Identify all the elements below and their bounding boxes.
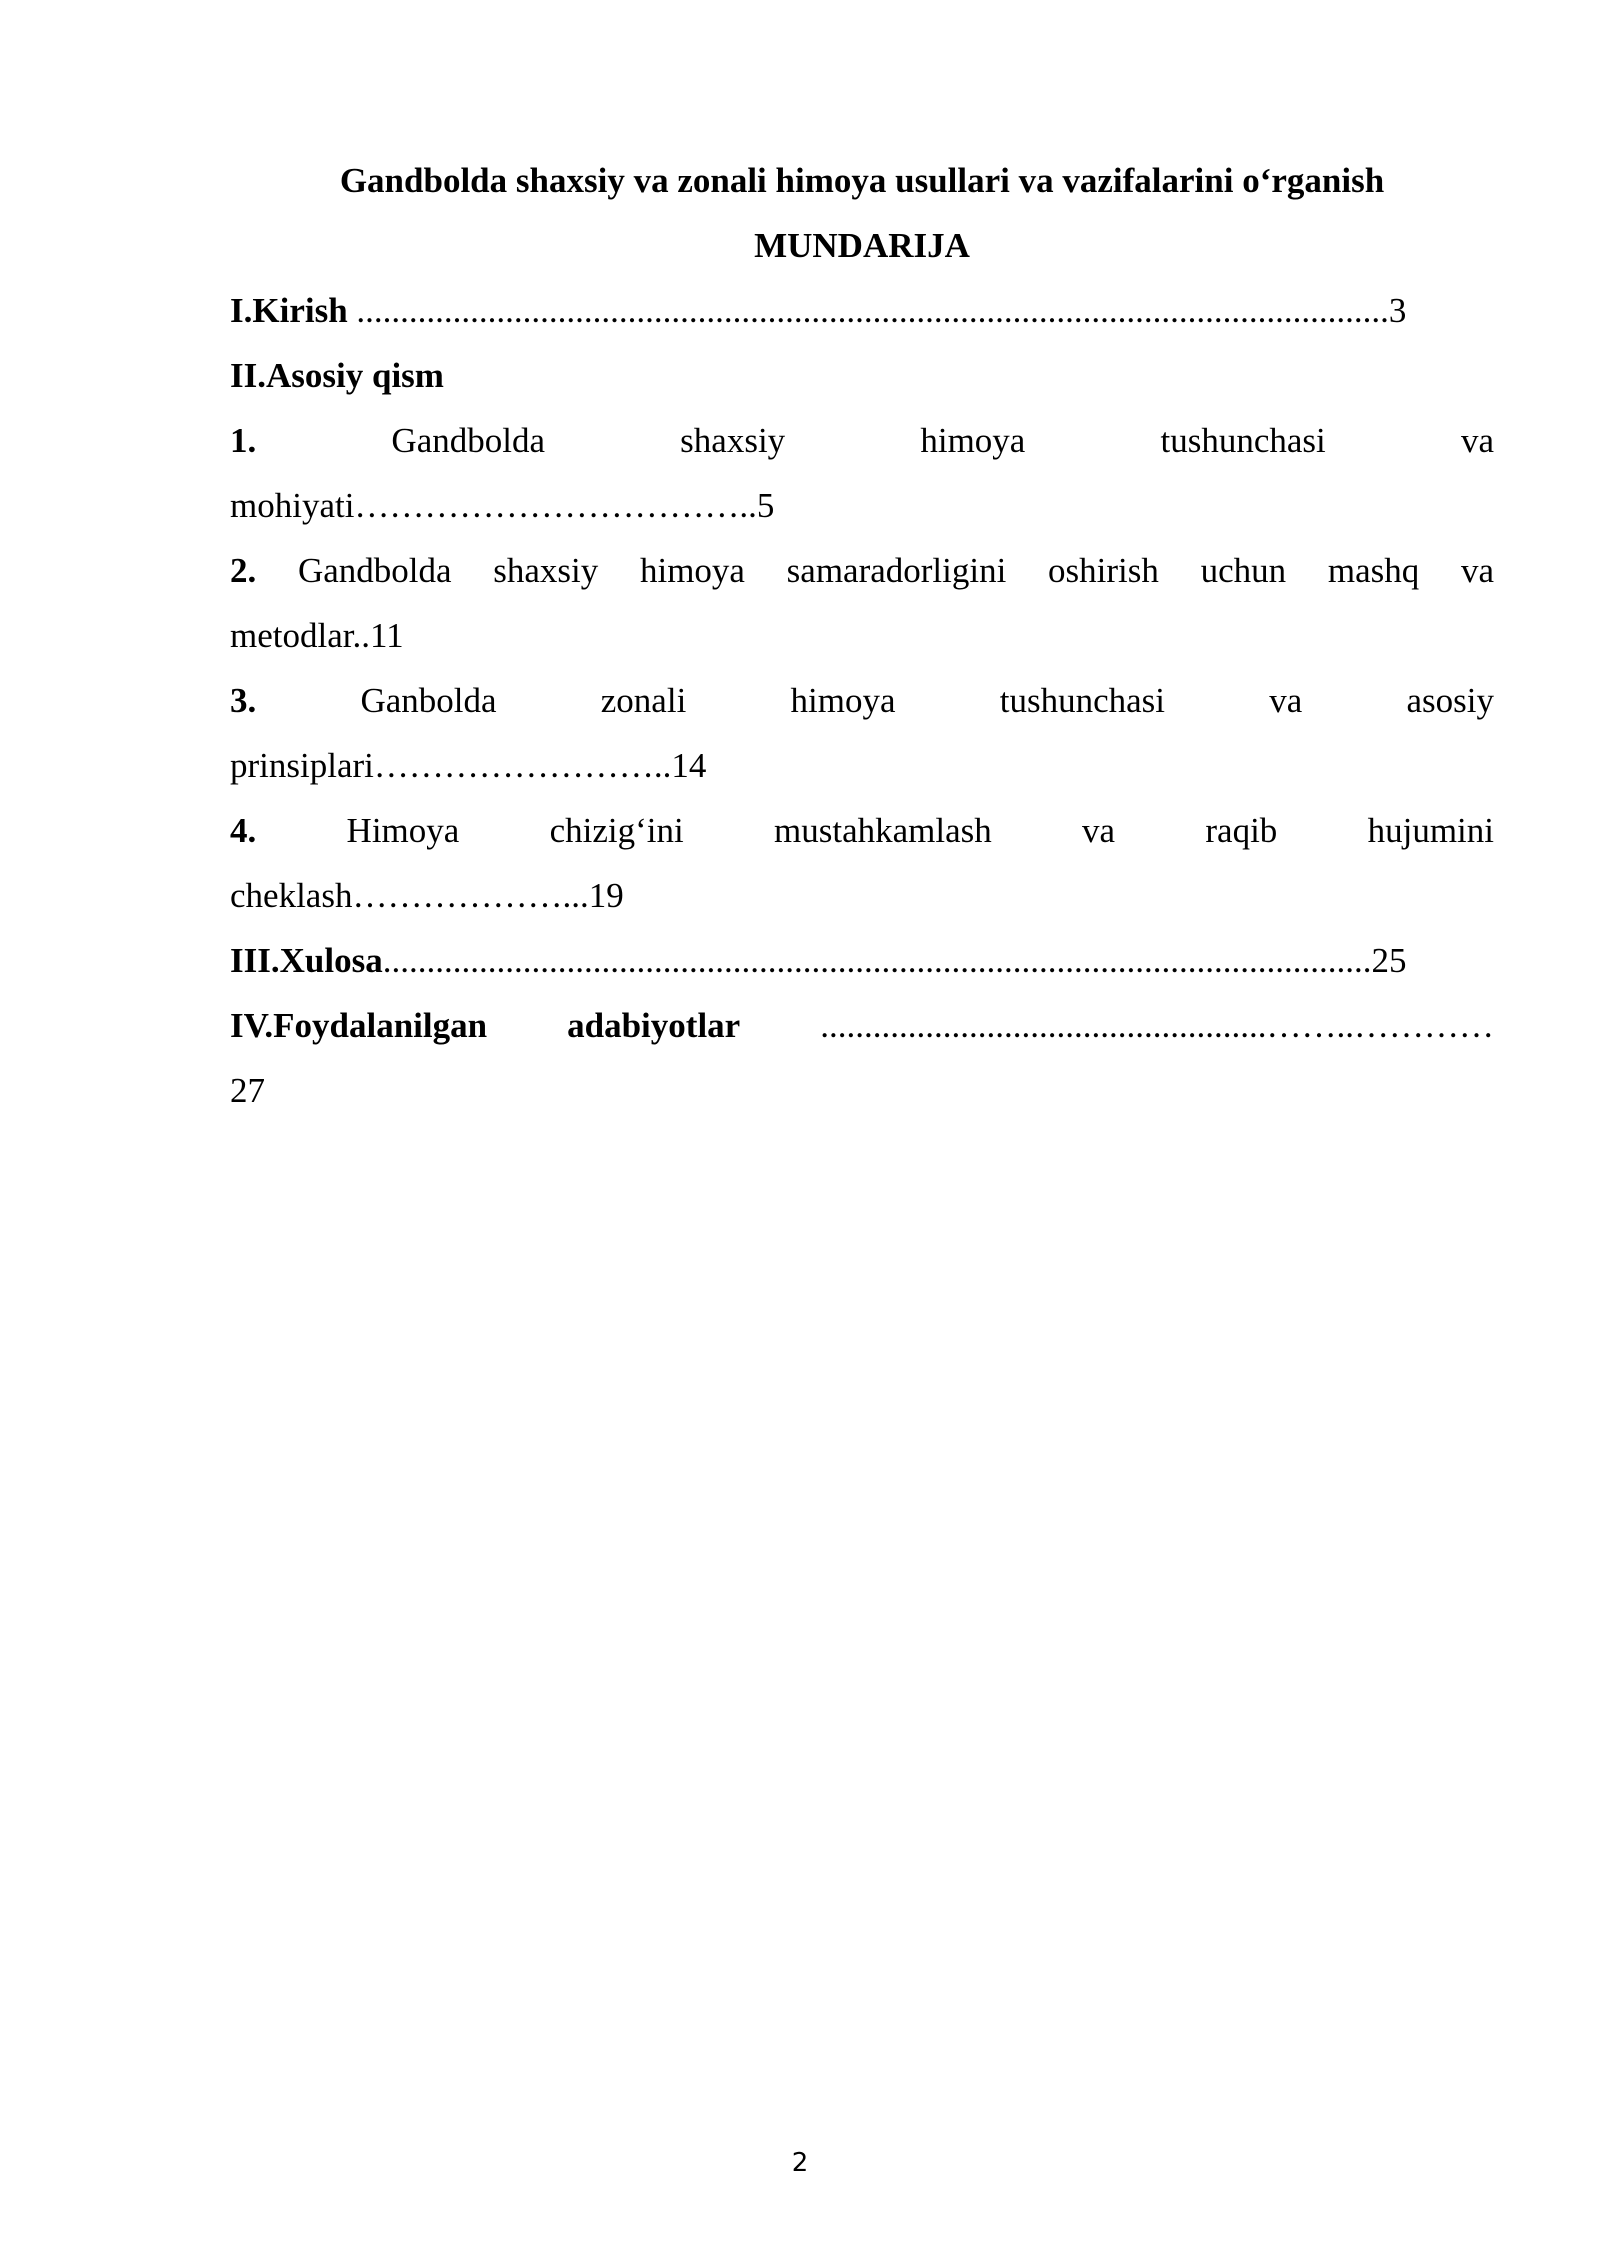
toc-entry-number: 1. xyxy=(230,421,257,460)
toc-entry-introduction xyxy=(230,278,1494,343)
page-number: 2 xyxy=(791,2148,809,2178)
toc-entry-number: 4. xyxy=(230,811,257,850)
toc-entry-text: cheklash………………...19 xyxy=(230,876,624,915)
document-title: Gandbolda shaxsiy va zonali himoya usullari va vazifalarini o‘rganish xyxy=(339,161,1385,200)
toc-entry-references-line-2 xyxy=(230,1058,1494,1123)
toc-entry-2-line-1 xyxy=(230,538,1494,603)
toc-entry-number: 2. xyxy=(230,551,257,590)
toc-entry-1-line-1 xyxy=(230,408,1494,473)
toc-entry-4-line-2 xyxy=(230,863,1494,928)
page-content xyxy=(230,148,1494,1123)
toc-entry-text: mohiyati……………………………..5 xyxy=(230,486,775,525)
toc-entry-3-line-2 xyxy=(230,733,1494,798)
toc-entry-text xyxy=(740,1006,820,1045)
toc-entry-4-line-1 xyxy=(230,798,1494,863)
toc-entry-page: 27 xyxy=(230,1071,265,1110)
toc-entry-label: III.Xulosa xyxy=(230,941,383,980)
toc-entry-1-line-2 xyxy=(230,473,1494,538)
toc-entry-label: I.Kirish xyxy=(230,291,348,330)
toc-entry-leader: ...................................................……..………… xyxy=(820,1006,1494,1045)
toc-heading: MUNDARIJA xyxy=(754,226,970,265)
toc-entry-text: Himoya chizig‘ini mustahkamlash va raqib hujumini xyxy=(256,811,1494,850)
toc-entry-references-line-1 xyxy=(230,993,1494,1058)
toc-entry-main-part xyxy=(230,343,1494,408)
toc-entry-number: 3. xyxy=(230,681,257,720)
toc-entry-3-line-1 xyxy=(230,668,1494,733)
toc-entry-leader: ......................................................................................................................3 xyxy=(356,291,1407,330)
toc-entry-text: Gandbolda shaxsiy himoya tushunchasi va xyxy=(256,421,1494,460)
toc-entry-2-line-2 xyxy=(230,603,1494,668)
toc-entry-text: prinsiplari……………………..14 xyxy=(230,746,707,785)
toc-entry-conclusion xyxy=(230,928,1494,993)
toc-entry-text: Gandbolda shaxsiy himoya samaradorligini oshirish uchun mashq va xyxy=(256,551,1494,590)
toc-entry-label: II.Asosiy qism xyxy=(230,356,444,395)
toc-entry-leader: .................................................................................................................25 xyxy=(382,941,1407,980)
toc-entry-text: Ganbolda zonali himoya tushunchasi va asosiy xyxy=(256,681,1494,720)
toc-entry-text: metodlar..11 xyxy=(230,616,404,655)
toc-entry-label: IV.Foydalanilgan adabiyotlar xyxy=(230,1006,741,1045)
